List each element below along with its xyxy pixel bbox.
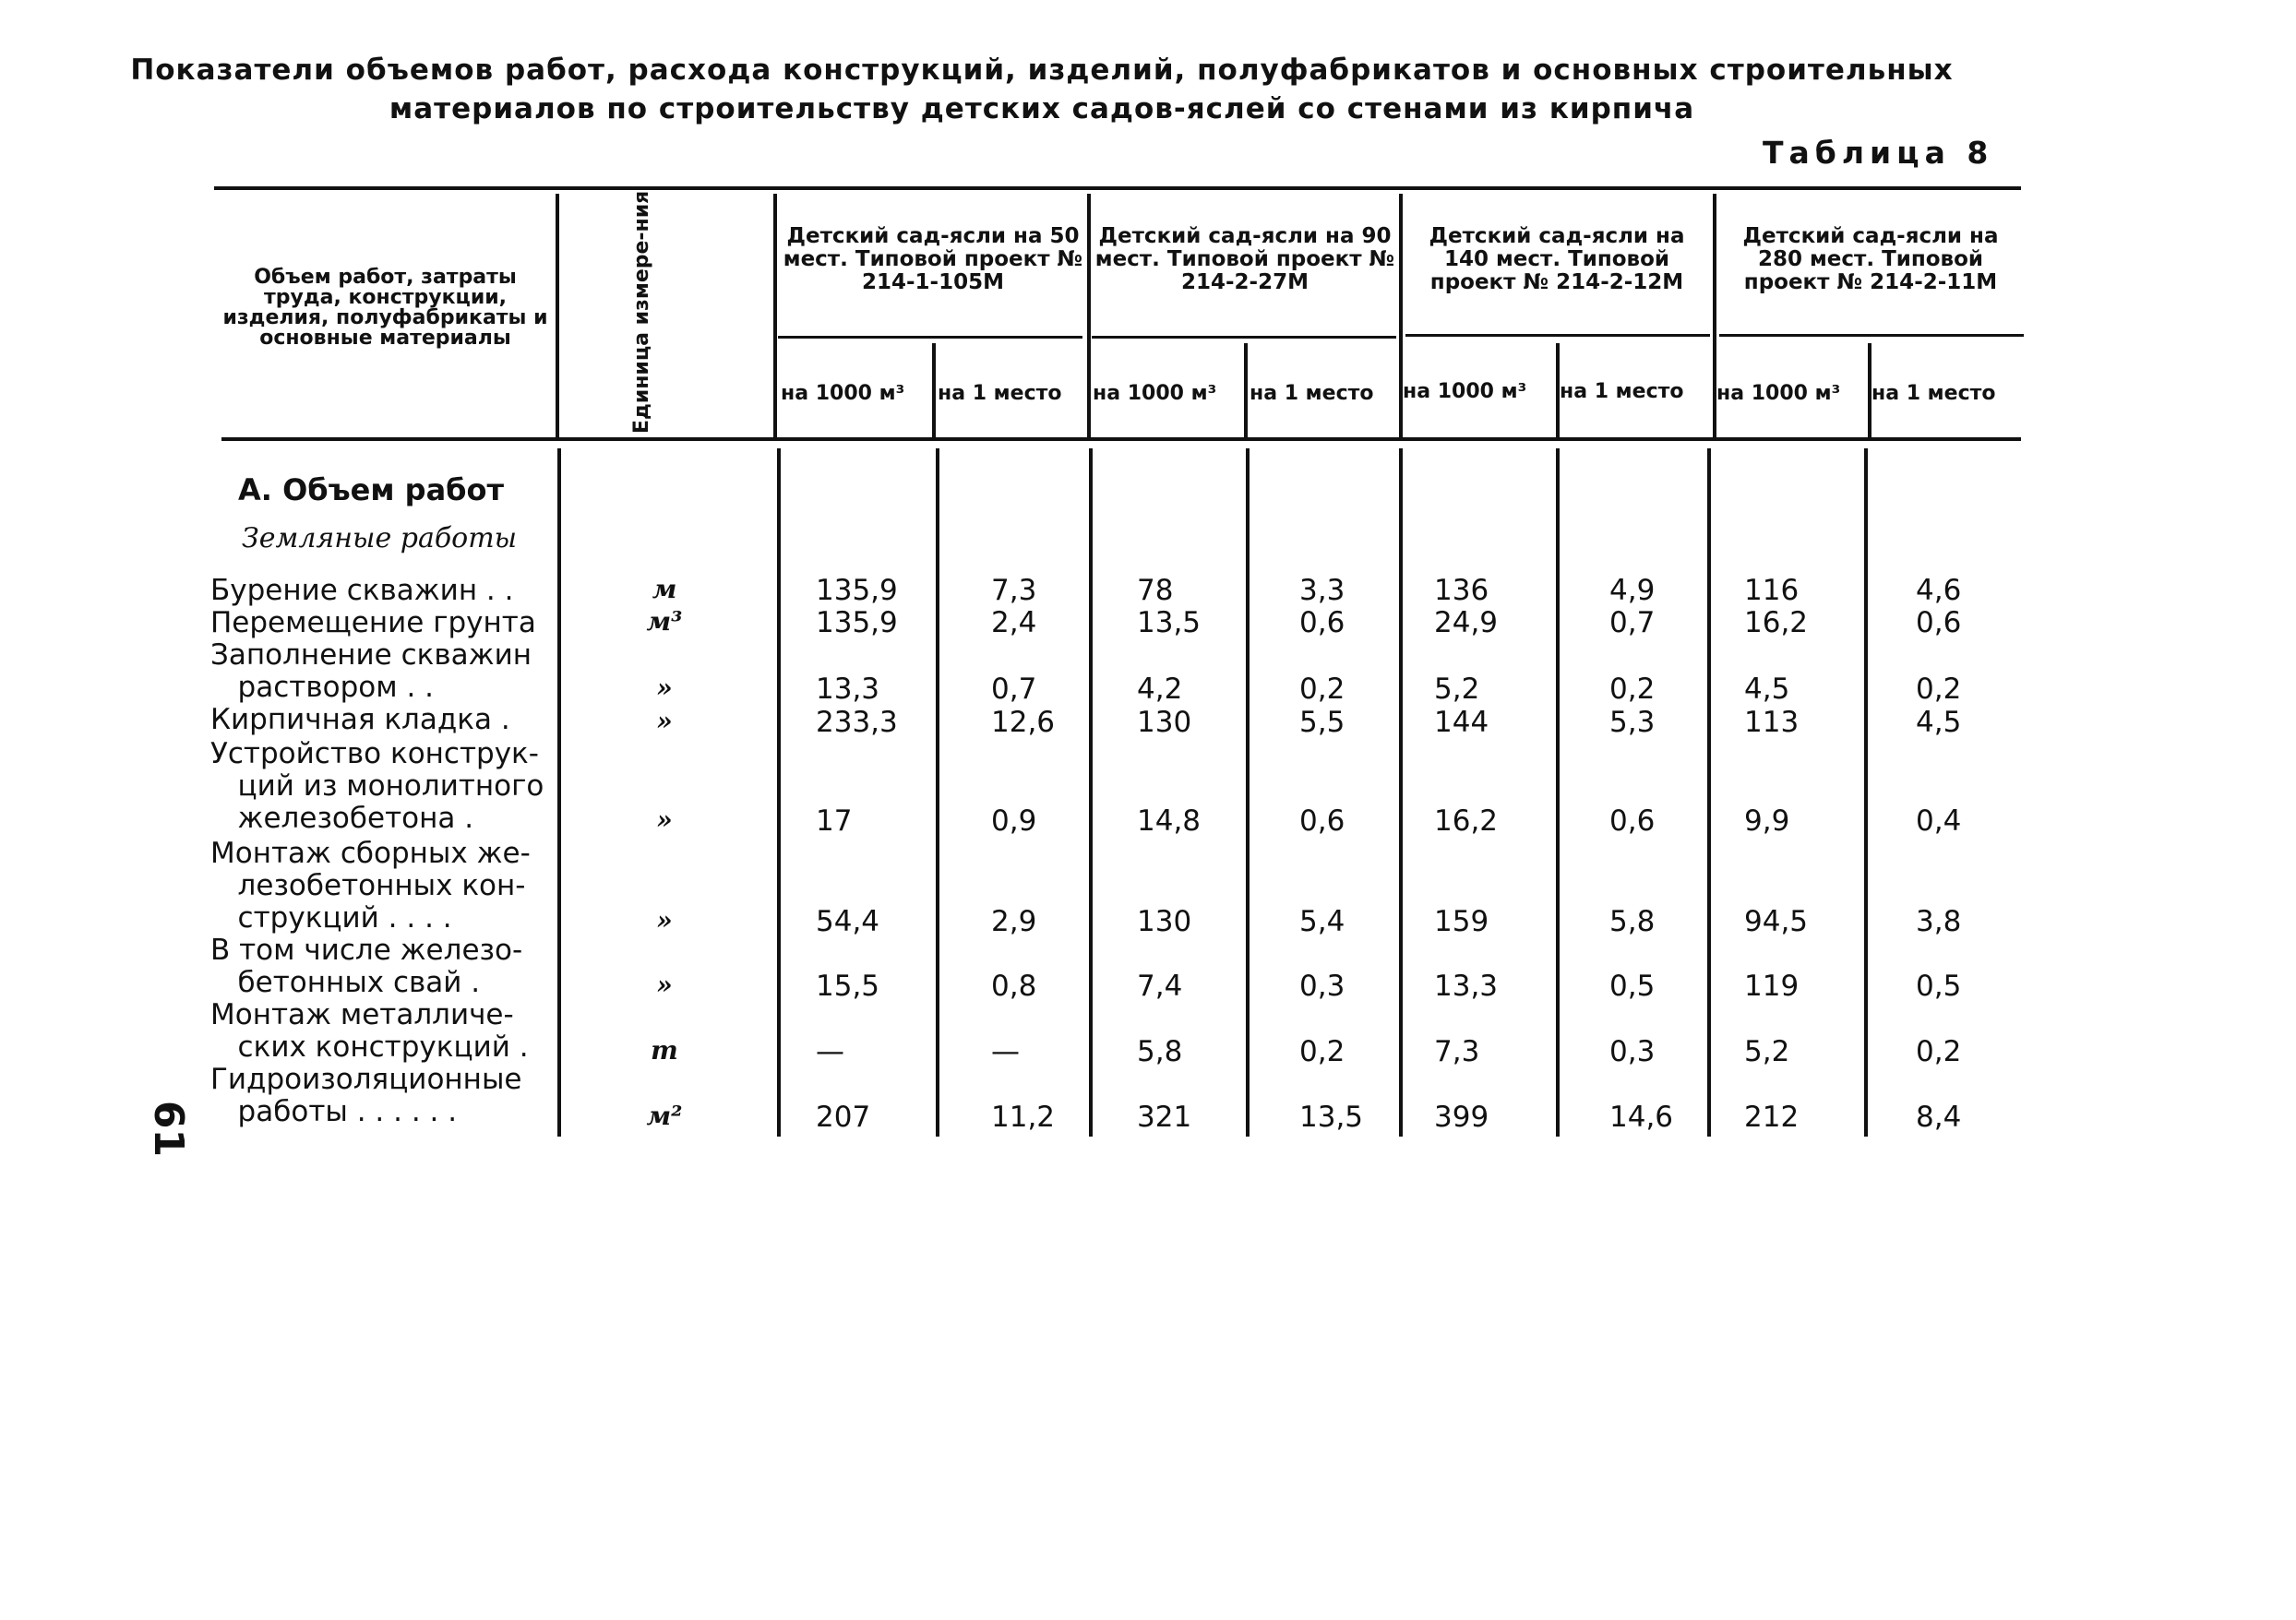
- header-bottom-rule: [221, 437, 2021, 441]
- cell-value: 5,2: [1744, 1035, 1790, 1068]
- body-vline-2: [936, 448, 939, 1137]
- cell-value: 3,8: [1916, 905, 1962, 938]
- cell-value: 4,6: [1916, 574, 1962, 607]
- cell-value: 5,8: [1137, 1035, 1183, 1068]
- row-label-line: Монтаж сборных же-: [210, 837, 531, 870]
- row-label-line: В том числе железо-: [210, 934, 523, 967]
- cell-value: 5,4: [1299, 905, 1345, 938]
- row-header: Объем работ, затраты труда, конструкции, изделия, полуфабрикаты и основные материалы: [222, 266, 548, 350]
- cell-value: 135,9: [816, 574, 898, 607]
- body-vline-label: [557, 448, 561, 1137]
- cell-value: 2,9: [991, 905, 1037, 938]
- cell-value: 399: [1434, 1101, 1489, 1134]
- cell-value: 5,8: [1609, 905, 1656, 938]
- cell-value: 5,3: [1609, 706, 1656, 739]
- cell-value: 0,2: [1299, 1035, 1345, 1068]
- sub-header-g2-b: на 1 место: [1250, 382, 1374, 405]
- group-rule-4: [1719, 334, 2024, 337]
- cell-value: 13,5: [1299, 1101, 1364, 1134]
- cell-value: 0,7: [1609, 606, 1656, 639]
- subsection-title: Земляные работы: [242, 522, 518, 554]
- row-unit: »: [656, 804, 673, 835]
- cell-value: 12,6: [991, 706, 1056, 739]
- sub-header-g2-a: на 1000 м³: [1093, 382, 1217, 405]
- cell-value: 130: [1137, 706, 1192, 739]
- cell-value: 130: [1137, 905, 1192, 938]
- body-vline-6: [1556, 448, 1560, 1137]
- cell-value: 3,3: [1299, 574, 1345, 607]
- row-label-line: железобетона .: [210, 802, 474, 835]
- group-rule-2: [1092, 336, 1396, 339]
- row-unit: м³: [646, 606, 683, 637]
- unit-header: Единица измере-ния: [630, 190, 653, 434]
- body-vline-3: [1089, 448, 1093, 1137]
- cell-value: 15,5: [816, 970, 880, 1003]
- sub-header-g3-a: на 1000 м³: [1403, 380, 1527, 403]
- cell-value: 0,7: [991, 673, 1037, 706]
- cell-value: 7,3: [991, 574, 1037, 607]
- cell-value: 11,2: [991, 1101, 1056, 1134]
- row-label-line: Заполнение скважин: [210, 638, 532, 672]
- cell-value: 14,6: [1609, 1101, 1674, 1134]
- cell-value: 7,3: [1434, 1035, 1480, 1068]
- cell-value: 17: [816, 804, 853, 838]
- cell-value: 0,6: [1299, 606, 1345, 639]
- row-label-line: ских конструкций .: [210, 1030, 529, 1064]
- cell-value: 13,3: [816, 673, 880, 706]
- row-label-line: лезобетонных кон-: [210, 869, 526, 902]
- section-title: А. Объем работ: [238, 472, 505, 507]
- row-unit: »: [656, 706, 673, 736]
- cell-value: 0,3: [1299, 970, 1345, 1003]
- row-label-line: Монтаж металличе-: [210, 998, 514, 1031]
- cell-value: 78: [1137, 574, 1174, 607]
- row-unit: м: [652, 574, 677, 604]
- row-label-line: Кирпичная кладка .: [210, 703, 510, 736]
- row-label-line: бетонных свай .: [210, 966, 481, 999]
- body-vline-5: [1399, 448, 1403, 1137]
- cell-value: 24,9: [1434, 606, 1499, 639]
- group-header-3: Детский сад-ясли на 140 мест. Типовой проект № 214-2-12М: [1429, 224, 1685, 294]
- cell-value: 0,5: [1609, 970, 1656, 1003]
- cell-value: 4,9: [1609, 574, 1656, 607]
- cell-value: 54,4: [816, 905, 880, 938]
- row-unit: т: [651, 1035, 678, 1066]
- row-label-line: ций из монолитного: [210, 769, 544, 803]
- cell-value: 8,4: [1916, 1101, 1962, 1134]
- cell-value: 5,5: [1299, 706, 1345, 739]
- row-label-line: струкций . . . .: [210, 901, 452, 935]
- cell-value: 0,2: [1916, 1035, 1962, 1068]
- cell-value: 136: [1434, 574, 1489, 607]
- cell-value: 13,3: [1434, 970, 1499, 1003]
- cell-value: 135,9: [816, 606, 898, 639]
- row-label-line: работы . . . . . .: [210, 1095, 458, 1128]
- table-top-rule: [214, 186, 2021, 190]
- cell-value: 16,2: [1434, 804, 1499, 838]
- row-label-line: Гидроизоляционные: [210, 1063, 522, 1096]
- row-unit: м²: [646, 1101, 683, 1131]
- cell-value: 13,5: [1137, 606, 1202, 639]
- header-vline-g2: [1087, 194, 1091, 437]
- header-vline-label: [556, 194, 559, 437]
- cell-value: —: [816, 1035, 844, 1068]
- header-vline-sub1: [932, 343, 936, 437]
- cell-value: 5,2: [1434, 673, 1480, 706]
- sub-header-g4-a: на 1000 м³: [1716, 382, 1841, 405]
- cell-value: 212: [1744, 1101, 1800, 1134]
- body-vline-8: [1864, 448, 1868, 1137]
- cell-value: 4,5: [1916, 706, 1962, 739]
- cell-value: 4,5: [1744, 673, 1790, 706]
- cell-value: 16,2: [1744, 606, 1809, 639]
- group-header-2: Детский сад-ясли на 90 мест. Типовой проект № 214-2-27М: [1094, 224, 1395, 294]
- cell-value: 233,3: [816, 706, 898, 739]
- cell-value: 0,3: [1609, 1035, 1656, 1068]
- sub-header-g1-a: на 1000 м³: [781, 382, 905, 405]
- cell-value: 0,2: [1299, 673, 1345, 706]
- row-unit: »: [656, 905, 673, 935]
- header-vline-sub2: [1244, 343, 1248, 437]
- title-line-1: Показатели объемов работ, расхода конструкций, изделий, полуфабрикатов и основных строительных: [130, 54, 1954, 87]
- cell-value: 0,6: [1609, 804, 1656, 838]
- cell-value: 321: [1137, 1101, 1192, 1134]
- cell-value: 0,4: [1916, 804, 1962, 838]
- row-label-line: Устройство конструк-: [210, 737, 539, 770]
- group-rule-3: [1405, 334, 1710, 337]
- cell-value: 0,6: [1299, 804, 1345, 838]
- cell-value: 9,9: [1744, 804, 1790, 838]
- body-vline-7: [1707, 448, 1711, 1137]
- cell-value: —: [991, 1035, 1020, 1068]
- group-rule-1: [778, 336, 1082, 339]
- sub-header-g4-b: на 1 место: [1871, 382, 1996, 405]
- cell-value: 14,8: [1137, 804, 1202, 838]
- cell-value: 144: [1434, 706, 1489, 739]
- cell-value: 0,6: [1916, 606, 1962, 639]
- row-unit: »: [656, 970, 673, 1000]
- cell-value: 4,2: [1137, 673, 1183, 706]
- cell-value: 0,5: [1916, 970, 1962, 1003]
- sub-header-g1-b: на 1 место: [938, 382, 1062, 405]
- cell-value: 7,4: [1137, 970, 1183, 1003]
- cell-value: 119: [1744, 970, 1800, 1003]
- cell-value: 116: [1744, 574, 1800, 607]
- cell-value: 207: [816, 1101, 871, 1134]
- body-vline-1: [777, 448, 781, 1137]
- row-label-line: раствором . .: [210, 671, 435, 704]
- row-label-line: Перемещение грунта: [210, 606, 536, 639]
- row-label-line: Бурение скважин . .: [210, 574, 514, 607]
- cell-value: 0,9: [991, 804, 1037, 838]
- cell-value: 0,2: [1916, 673, 1962, 706]
- row-unit: »: [656, 673, 673, 703]
- page-number: 61: [145, 1100, 193, 1158]
- cell-value: 113: [1744, 706, 1800, 739]
- table-label: Таблица 8: [1763, 135, 1994, 171]
- cell-value: 159: [1434, 905, 1489, 938]
- sub-header-g3-b: на 1 место: [1560, 380, 1684, 403]
- group-header-1: Детский сад-ясли на 50 мест. Типовой проект № 214-1-105М: [783, 224, 1083, 294]
- cell-value: 94,5: [1744, 905, 1809, 938]
- body-vline-4: [1246, 448, 1250, 1137]
- title-line-2: материалов по строительству детских садов-яслей со стенами из кирпича: [389, 92, 1695, 125]
- header-vline-unit: [773, 194, 777, 437]
- cell-value: 0,2: [1609, 673, 1656, 706]
- cell-value: 0,8: [991, 970, 1037, 1003]
- group-header-4: Детский сад-ясли на 280 мест. Типовой проект № 214-2-11М: [1742, 224, 1999, 294]
- cell-value: 2,4: [991, 606, 1037, 639]
